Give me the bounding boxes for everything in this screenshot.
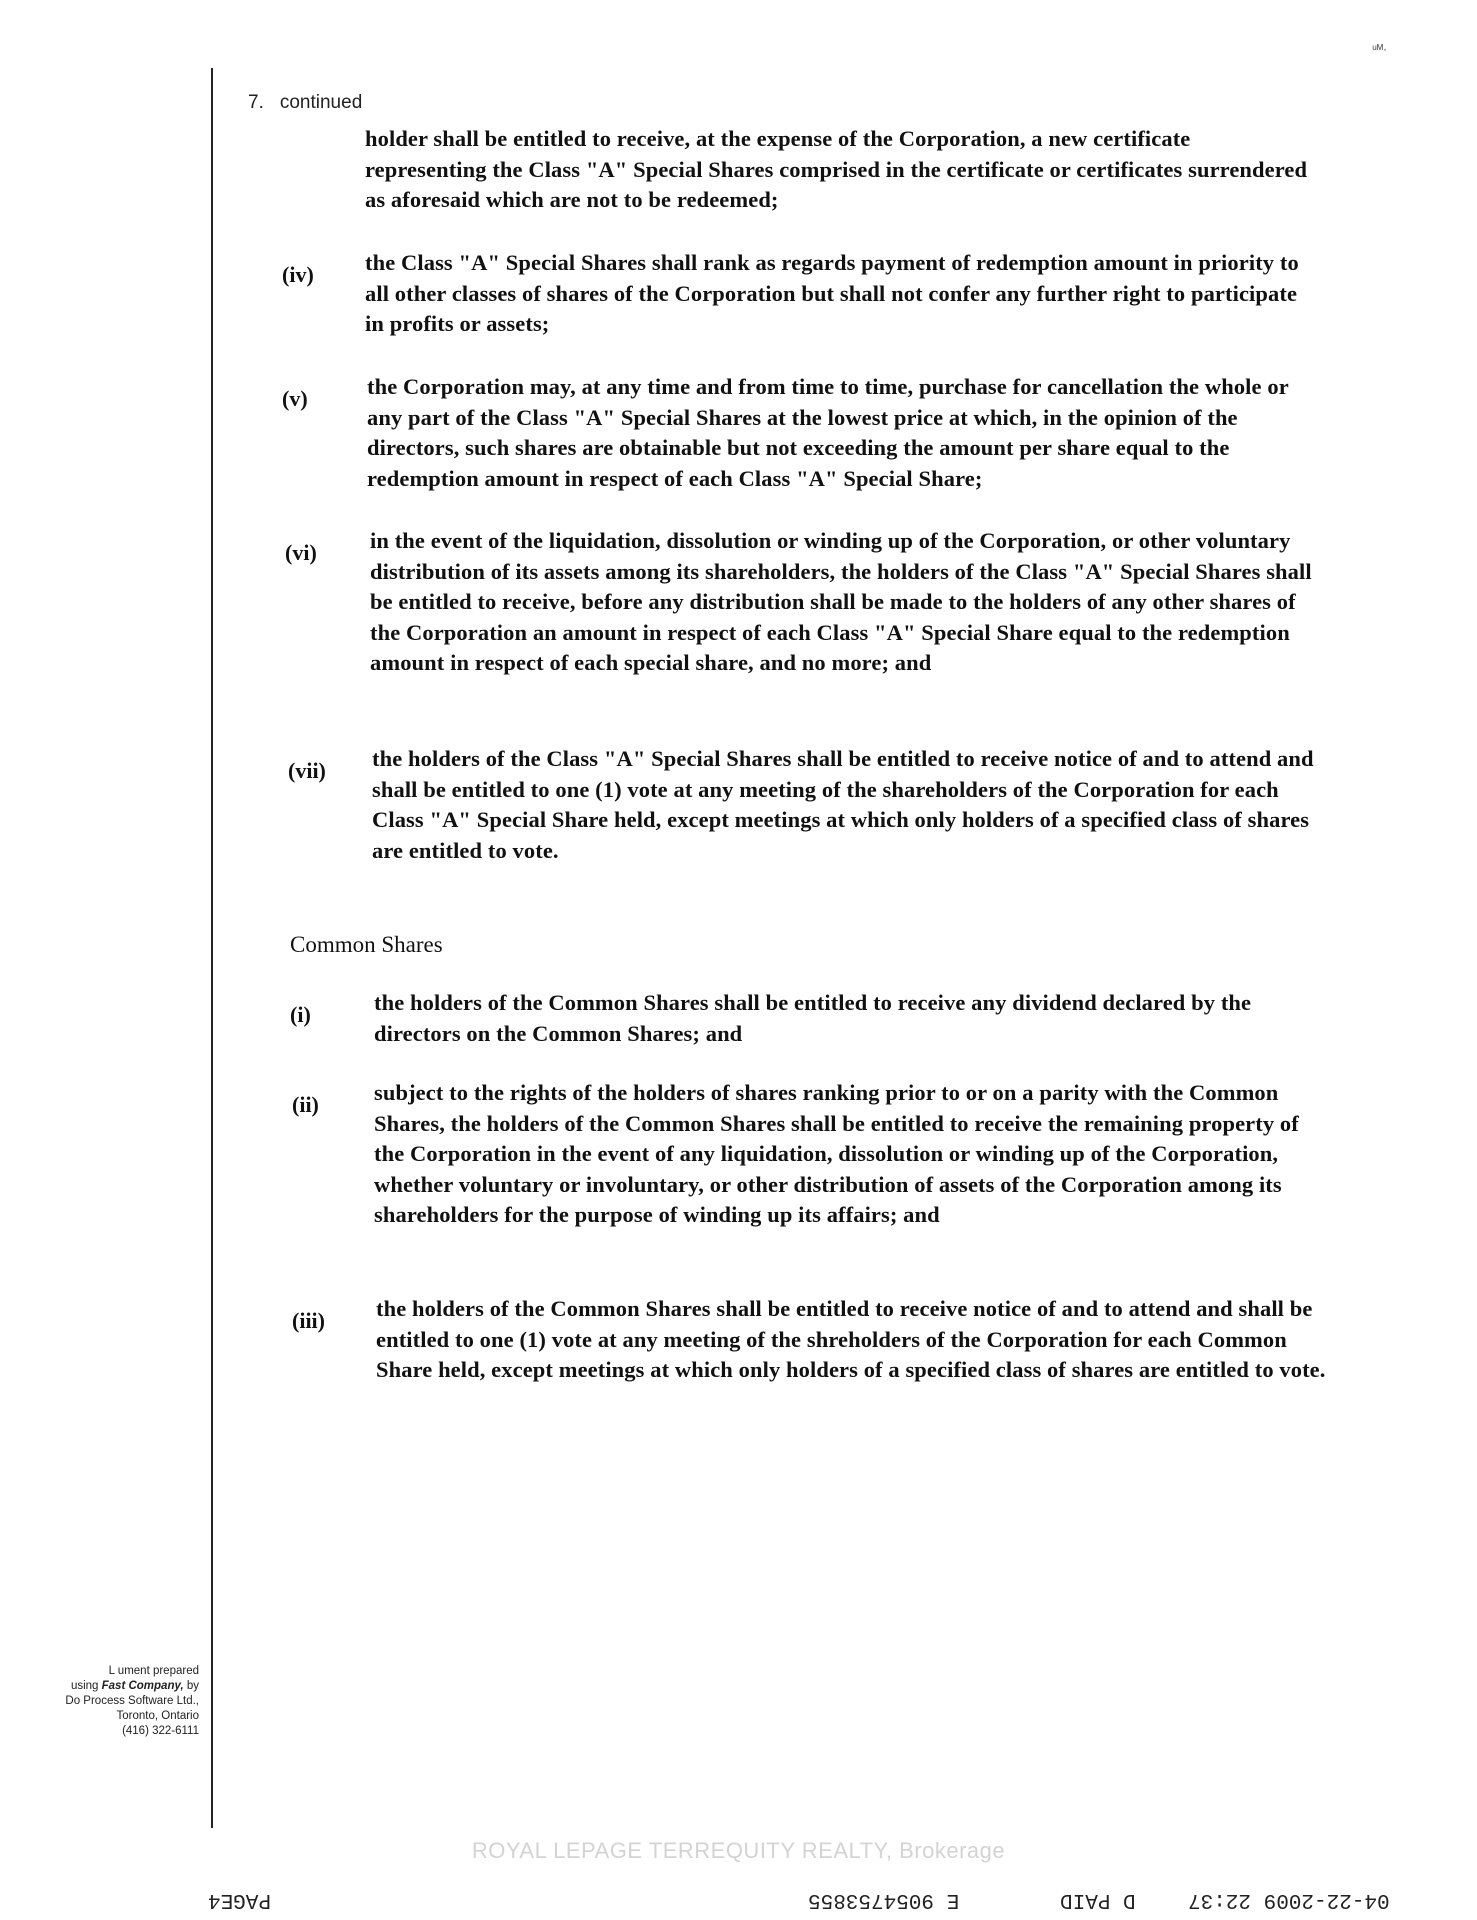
section-number: 7. <box>248 92 264 113</box>
marker-vii: (vii) <box>288 758 326 783</box>
footnote-line-5: (416) 322-6111 <box>122 1725 199 1737</box>
footnote-line-2: using Fast Company, by <box>70 1680 199 1692</box>
marker-common-i: (i) <box>290 1002 311 1027</box>
left-margin-rule <box>211 68 213 1828</box>
fax-phone-number: E 9054753855 <box>808 1888 960 1911</box>
marker-common-ii: (ii) <box>292 1092 319 1117</box>
marker-iv: (iv) <box>282 262 314 287</box>
paragraph-common-iii: the holders of the Common Shares shall be entitled to receive notice of and to attend and shall be entitled to one (1) vote at any meeting of the shreholders of the Corporation for each Common Share held, except meetings at which only holders of a specified class of shares are entitled to vote. <box>376 1296 1326 1382</box>
paragraph-v: the Corporation may, at any time and from time to time, purchase for cancellation the whole or any part of the Class "A" Special Shares at the lowest price at which, in the opinion of the directors, such shares are obtainable but not exceeding the amount per share equal to the redemption amount in respect of each Class "A" Special Share; <box>367 374 1289 491</box>
paragraph-iv: the Class "A" Special Shares shall rank as regards payment of redemption amount in priority to all other classes of shares of the Corporation but shall not confer any further right to participate in profits or assets; <box>365 250 1299 336</box>
paragraph-vi: in the event of the liquidation, dissolution or winding up of the Corporation, or other voluntary distribution of its assets among its shareholders, the holders of the Class "A" Special Shares shall be entitled to receive, before any distribution shall be made to the holders of any other shares of the Corporation an amount in respect of each Class "A" Special Share equal to the redemption amount in respect of each special share, and no more; and <box>370 528 1312 675</box>
paragraph-common-i: the holders of the Common Shares shall be entitled to receive any dividend declared by the directors on the Common Shares; and <box>374 990 1252 1046</box>
fax-status: D PAID <box>1060 1888 1136 1911</box>
preparer-footnote <box>64 1664 199 1739</box>
marker-vi: (vi) <box>285 540 317 565</box>
section-heading <box>248 92 362 114</box>
common-shares-heading: Common Shares <box>290 932 443 957</box>
marker-common-iii: (iii) <box>292 1308 325 1333</box>
footnote-line-3: Do Process Software Ltd., <box>65 1695 199 1707</box>
paragraph-continued: holder shall be entitled to receive, at the expense of the Corporation, a new certificate representing the Class "A" Special Shares comprised in the certificate or certificates surrendered as aforesaid which are not to be redeemed; <box>365 126 1308 212</box>
footnote-line-1: L ument prepared <box>108 1665 199 1677</box>
section-label: continued <box>279 92 363 113</box>
marker-v: (v) <box>282 386 308 411</box>
paragraph-vii: the holders of the Class "A" Special Shares shall be entitled to receive notice of and to attend and shall be entitled to one (1) vote at any meeting of the shareholders of the Corporation for each Class "A" Special Share held, except meetings at which only holders of a specified class of shares are entitled to vote. <box>372 746 1314 863</box>
fax-page-number: PAGE4 <box>208 1888 272 1911</box>
corner-initials: ᵘᴹ· <box>1372 42 1387 56</box>
brokerage-watermark: ROYAL LEPAGE TERREQUITY REALTY, Brokerage <box>471 1838 1006 1863</box>
footnote-line-4: Toronto, Ontario <box>116 1710 199 1722</box>
fax-datetime: 04-22-2009 22:37 <box>1188 1888 1390 1911</box>
paragraph-common-ii: subject to the rights of the holders of shares ranking prior to or on a parity with the Common Shares, the holders of the Common Shares shall be entitled to receive the remaining property of the Corporation in the event of any liquidation, dissolution or winding up of the Corporation, whether voluntary or involuntary, or other distribution of assets of the Corporation among its shareholders for the purpose of winding up its affairs; and <box>374 1080 1299 1227</box>
